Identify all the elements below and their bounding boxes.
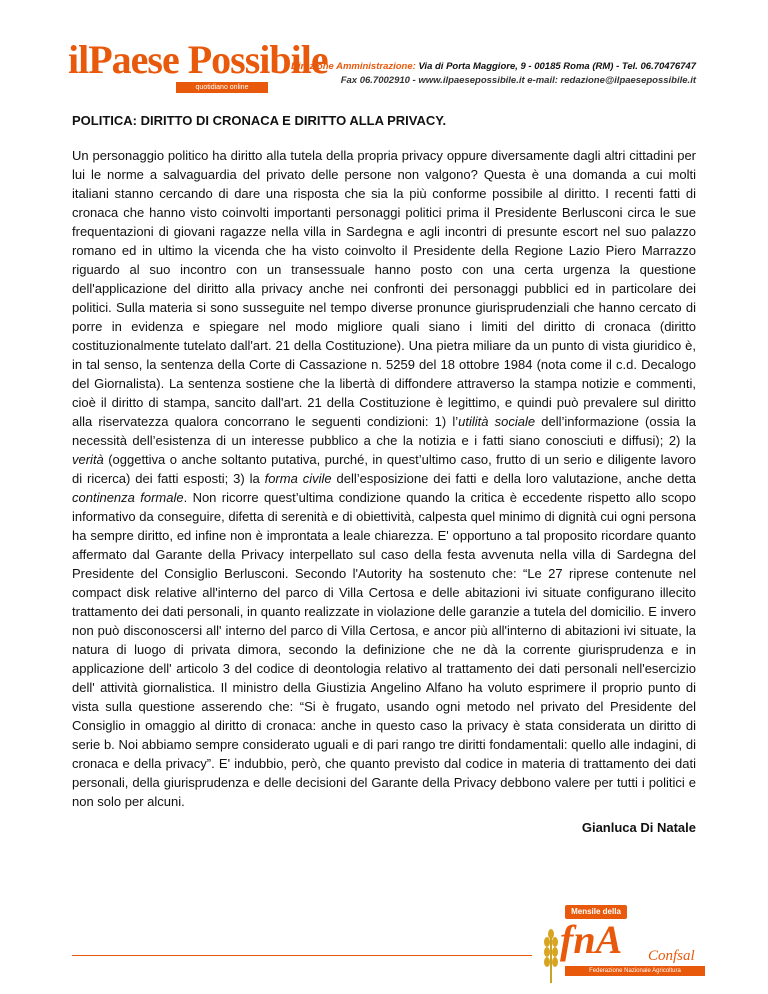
article-em-3: forma civile: [264, 471, 332, 486]
logo-wordmark: ilPaese Possibile: [68, 37, 328, 82]
article-em-2: verità: [72, 452, 104, 467]
article-em-1: utilità sociale: [458, 414, 536, 429]
footer-divider: [72, 955, 532, 956]
article-title: POLITICA: DIRITTO DI CRONACA E DIRITTO ALLA PRIVACY.: [72, 113, 447, 128]
contact-label: Direzione Amministrazione:: [291, 61, 416, 72]
fna-badge: Mensile della: [565, 905, 627, 919]
article-text-4: dell’esposizione dei fatti e della loro valutazione, anche detta: [331, 471, 696, 486]
wheat-icon: [540, 928, 562, 983]
article-body: [72, 146, 696, 811]
article-text-5: . Non ricorre quest’ultima condizione quando la critica è eccedente rispetto allo scopo informativo da conseguire, difetta di serenità e di obiettività, calpesta quel minimo di dignità cui ogni persona ha sempre diritto, ed infine non è improntata a leale chiarezza. E' opportuno a tal proposito ricordare quanto affermato dal Garante della Privacy interpellato sul caso della festa avvenuta nella villa di Sardegna del Presidente del Consiglio Berlusconi. Secondo l'Autority ha sostenuto che: “Le 27 riprese contenute nel compact disk relative all'interno del parco di Villa Certosa e delle abitazioni ivi situate configurano illecito trattamento dei dati personali, in quanto realizzate in violazione delle garanzie a tutela del domicilio. E invero non può disconoscersi all' interno del parco di Villa Certosa, e ancor più all'interno di abitazioni ivi situate, la natura di luogo di privata dimora, secondo la definizione che ne dà la corrente giurisprudenza e in applicazione dell' articolo 3 del codice di deontologia relativo al trattamento dei dati personali nell'esercizio dell' attività giornalistica. Il ministro della Giustizia Angelino Alfano ha voluto esprimere il proprio punto di vista sulla questione asserendo che: “Si è frugato, usando ogni metodo nel privato del Presidente del Consiglio in omaggio al diritto di cronaca: anche in questo caso la privacy è stata considerata un diritto di serie b. Noi abbiamo sempre considerato uguali e di pari rango tre diritti fondamentali: quello alle indagini, di cronaca e della privacy”. E' indubbio, però, che quanto previsto dal codice in materia di trattamento dei dati personali, della giurisprudenza e delle decisioni del Garante della Privacy debbono valere per tutti i politici e non solo per alcuni.: [72, 490, 696, 809]
article-em-4: continenza formale: [72, 490, 184, 505]
article-text-3: (oggettiva o anche soltanto putativa, purché, in quest’ultimo caso, frutto di un serio e diligente lavoro di ricerca) dei fatti esposti; 3) la: [72, 452, 696, 486]
article-text-1: Un personaggio politico ha diritto alla tutela della propria privacy oppure diversamente dagli altri cittadini per lui le norme a salvaguardia del privato delle persone non valgono? Questa è una domanda a cui molti italiani stanno cercando di dare una risposta che sia la più conforme possibile al diritto. I recenti fatti di cronaca che hanno visto coinvolti importanti personaggi politici prima il Presidente Berlusconi circa le sue frequentazioni di giovani ragazze nella villa in Sardegna e agli incontri di presunte escort nel suo palazzo romano ed in ultimo la vicenda che ha visto coinvolto il Presidente della Regione Lazio Piero Marrazzo riguardo al suo incontro con un transessuale hanno posto con una certa urgenza la questione dell'applicazione del diritto alla privacy anche nei confronti dei personaggi pubblici ed in particolare dei politici. Sulla materia si sono susseguite nel tempo diverse pronunce giurisprudenziali che hanno cercato di porre in evidenza e spiegare nel modo migliore quali siano i limiti del diritto di cronaca (diritto costituzionalmente tutelato dall'art. 21 della Costituzione). Una pietra miliare da un punto di vista giuridico è, in tal senso, la sentenza della Corte di Cassazione n. 5259 del 18 ottobre 1984 (nota come il c.d. Decalogo del Giornalista). La sentenza sostiene che la libertà di diffondere attraverso la stampa notizie e commenti, cioè il diritto di stampa, sancito dall'art. 21 della Costituzione è legittimo, e quindi può prevalere sul diritto alla riservatezza qualora concorrano le seguenti condizioni: 1) l’: [72, 148, 696, 429]
fna-confsal: Confsal: [648, 948, 695, 964]
contact-info: [291, 60, 696, 88]
author-signature: Gianluca Di Natale: [581, 820, 696, 835]
fna-logo: fnA: [560, 917, 623, 962]
fna-subtitle: Federazione Nazionale Agricoltura: [565, 966, 705, 976]
contact-address: Via di Porta Maggiore, 9 - 00185 Roma (RM) - Tel. 06.70476747: [415, 61, 696, 72]
logo-tagline: quotidiano online: [176, 82, 268, 93]
article-text-2: dell’informazione (ossia la necessità dell’esistenza di un interesse pubblico a che la notizia e i fatti siano conosciuti e diffusi); 2) la: [72, 414, 696, 448]
contact-line2: Fax 06.7002910 - www.ilpaesepossibile.it e-mail: redazione@ilpaesepossibile.it: [340, 75, 696, 86]
page-header: [0, 0, 768, 110]
ilpaesepossibile-logo: [68, 37, 328, 100]
